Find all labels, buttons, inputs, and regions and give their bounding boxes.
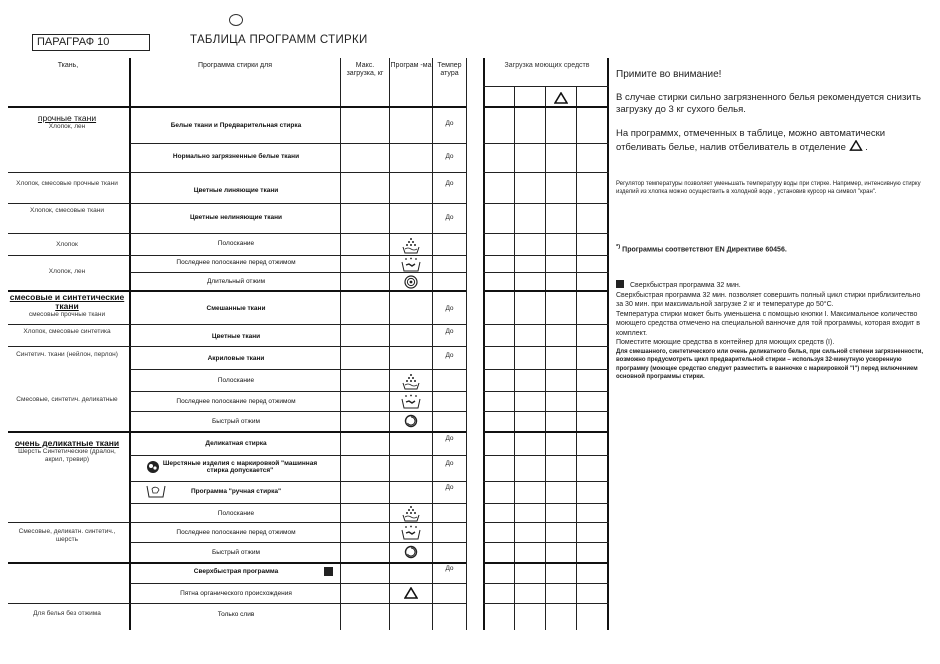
note-temperature: Регулятор температуры позволяет уменьшать температуру воды при стирке. Например, интенсивную стирку изделий из хлопка можно осуществить в холодной воде , установив курсор на символ "кран". xyxy=(616,181,921,195)
super-fast-square-icon xyxy=(324,567,333,576)
program-cell: Деликатная стирка xyxy=(205,440,267,447)
group-heading: прочные ткани xyxy=(37,113,97,123)
fast-spin-icon xyxy=(390,413,432,429)
group-sub: Хлопок, лен xyxy=(48,123,86,130)
fabric-cell: Хлопок, смесовые ткани xyxy=(29,207,105,214)
program-cell: Нормально загрязненные белые ткани xyxy=(172,153,300,160)
col-temperature: Темпер атура xyxy=(437,62,462,77)
program-cell: Последнее полоскание перед отжимом xyxy=(176,398,296,405)
temp-cell: До xyxy=(445,484,454,491)
group-heading: очень деликатные ткани xyxy=(14,438,120,448)
group-sub: смесовые прочные ткани xyxy=(28,311,106,318)
last-rinse-icon xyxy=(390,393,432,410)
temp-cell: До xyxy=(445,214,454,221)
program-cell: Быстрый отжим xyxy=(211,418,260,425)
program-cell: Сверхбыстрая программа xyxy=(193,568,279,575)
program-cell: Смешанные ткани xyxy=(206,305,266,312)
program-cell: Шерстяные изделия с маркировкой "машинная стирка допускается" xyxy=(162,460,318,474)
fabric-cell: Смесовые, деликатн. синтетич., шерсть xyxy=(18,528,116,543)
temp-cell: До xyxy=(445,305,454,312)
bleach-triangle-icon xyxy=(554,91,568,109)
temp-cell: До xyxy=(445,180,454,187)
group-sub: Шерсть Синтетические (дралон, акрил, тревир) xyxy=(18,448,116,463)
notes-heading: Примите во внимание! xyxy=(616,69,722,80)
program-cell: Акриловые ткани xyxy=(207,355,265,362)
note-text: На программх, отмеченных в таблице, можно автоматически отбеливать белье, налив отбеливатель в отделение xyxy=(616,128,886,153)
wool-icon xyxy=(146,460,160,479)
program-cell: Последнее полоскание перед отжимом xyxy=(176,259,296,266)
fabric-cell: Хлопок, смесовые прочные ткани xyxy=(16,180,118,187)
rinse-icon xyxy=(390,372,432,391)
temp-cell: До xyxy=(445,153,454,160)
page-title: ТАБЛИЦА ПРОГРАММ СТИРКИ xyxy=(190,34,368,46)
super-fast-bold: Для смешанного, синтетического или очень деликатного белья, при сильной степени загрязненности, возможно предусмотреть цикл предварительной стирки – используя 32-минутную ускоренную программу (моющее средство следует разместить в ванночке с маркировкой "I") перед включением основной программы стирки. xyxy=(616,348,924,380)
fabric-cell: Хлопок, смесовые синтетика xyxy=(23,328,111,335)
temp-cell: До xyxy=(445,435,454,442)
spin-icon xyxy=(390,274,432,290)
program-cell: Цветные ткани xyxy=(211,333,261,340)
group-strong xyxy=(8,114,126,131)
fabric-cell: Хлопок, лен xyxy=(48,268,86,275)
temp-cell: До xyxy=(445,328,454,335)
col-program: Программа стирки для xyxy=(197,62,272,69)
bleach-triangle-icon xyxy=(849,140,863,151)
note-paragraph xyxy=(616,128,921,154)
last-rinse-icon xyxy=(390,256,432,272)
group-mixed xyxy=(8,293,126,319)
section-label: ПАРАГРАФ 10 xyxy=(32,34,150,51)
hand-wash-icon xyxy=(146,484,166,503)
fabric-cell: Для белья без отжима xyxy=(33,610,101,617)
last-rinse-icon xyxy=(390,524,432,541)
program-cell: Программа "ручная стирка" xyxy=(190,488,282,495)
detergent-title: Загрузка моющих средств xyxy=(504,62,590,69)
program-cell: Только слив xyxy=(217,611,255,618)
fabric-cell: Смесовые, синтетич. деликатные xyxy=(16,396,118,403)
fabric-cell: Синтетич. ткани (нейлон, перлон) xyxy=(16,351,118,358)
note-text: . xyxy=(865,142,868,153)
col-program-no: Програм -ма xyxy=(390,62,432,69)
program-cell: Цветные линяющие ткани xyxy=(193,187,279,194)
note-paragraph: В случае стирки сильно загрязненного белья рекомендуется снизить загрузку до 3 кг сухого белья. xyxy=(616,92,921,115)
program-cell: Последнее полоскание перед отжимом xyxy=(176,529,296,536)
note-footnote xyxy=(616,244,926,253)
fabric-cell: Хлопок xyxy=(56,241,78,248)
program-cell: Полоскание xyxy=(217,240,255,247)
program-cell: Полоскание xyxy=(217,510,255,517)
rinse-icon xyxy=(390,236,432,254)
temp-cell: До xyxy=(445,352,454,359)
super-fast-section xyxy=(616,280,926,382)
super-fast-square-icon xyxy=(616,280,624,288)
super-fast-body: Температура стирки может быть уменьшена с помощью кнопки I. Максимальное количество моющего средства отмечено на специальной ванночке для той программы, которая входит в комплект. xyxy=(616,310,920,337)
group-delicate xyxy=(8,439,126,463)
super-fast-title: Сверхбыстрая программа 32 мин. xyxy=(616,280,926,291)
rinse-icon xyxy=(390,504,432,523)
program-cell: Цветные нелиняющие ткани xyxy=(189,214,283,221)
temp-cell: До xyxy=(445,120,454,127)
program-cell: Длительный отжим xyxy=(206,278,266,285)
col-max-load: Макс. загрузка, кг xyxy=(346,62,384,77)
program-cell: Быстрый отжим xyxy=(211,549,260,556)
footnote-text: Программы соответствют EN Директиве 60456. xyxy=(622,246,787,254)
bleach-triangle-icon xyxy=(390,585,432,601)
fast-spin-icon xyxy=(390,544,432,560)
program-cell: Полоскание xyxy=(217,377,255,384)
temp-cell: До xyxy=(445,460,454,467)
temp-cell: До xyxy=(445,565,454,572)
super-fast-body: Сверхбыстрая программа 32 мин. позволяет совершить полный цикл стирки приблизительно за 30 мин. при максимальной загрузке 2 кг и температуре до 50°С. xyxy=(616,291,921,308)
program-cell: Пятна органического происхождения xyxy=(180,590,292,597)
group-heading: смесовые и синтетические ткани xyxy=(9,292,125,311)
circle-mark xyxy=(229,14,243,26)
col-fabric: Ткань, xyxy=(57,62,79,69)
program-cell: Белые ткани и Предварительная стирка xyxy=(170,122,302,129)
super-fast-body: Поместите моющие средства в контейнер для моющих средств (I). xyxy=(616,339,835,346)
footnote-mark: *) xyxy=(616,244,621,250)
